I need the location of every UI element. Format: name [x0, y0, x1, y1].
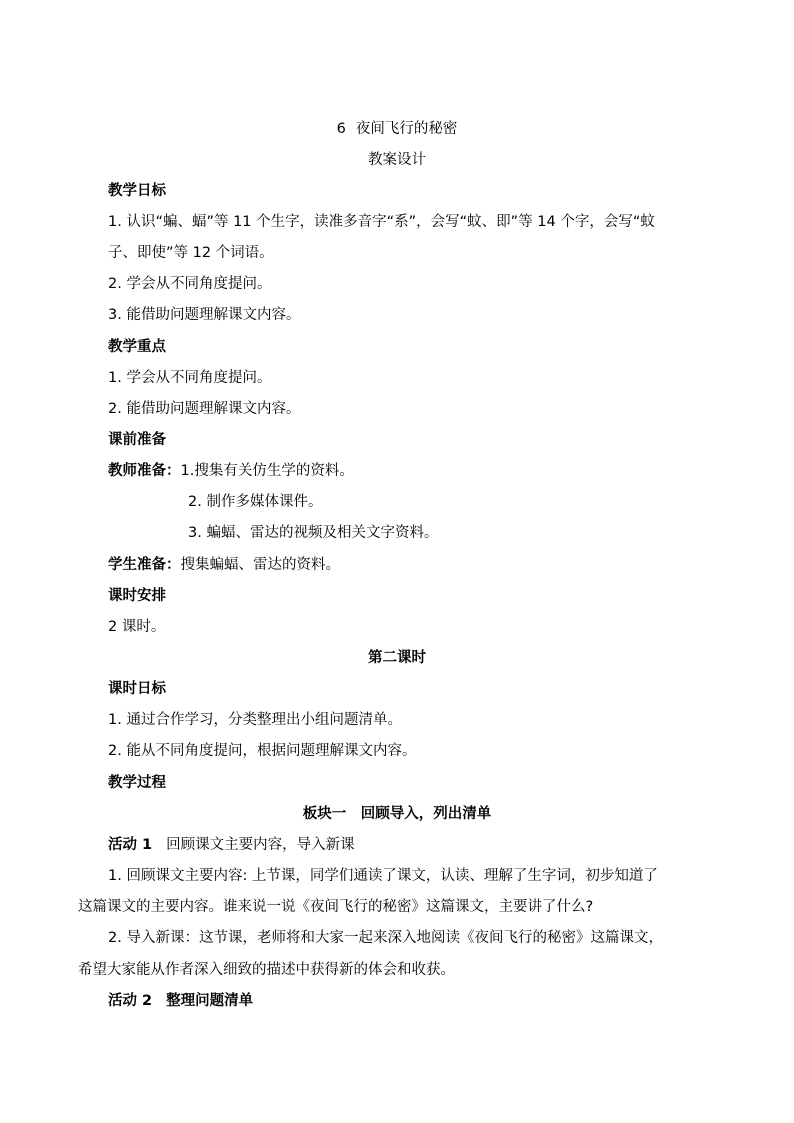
heading-preparation: 课前准备 [108, 432, 166, 448]
activity-one-line: 希望大家能从作者深入细致的描述中获得新的体会和收获。 [78, 962, 455, 978]
lesson-title-text: 夜间飞行的秘密 [355, 121, 458, 137]
activity-two-title: 整理问题清单 [166, 993, 254, 1009]
teacher-prep-label: 教师准备： [108, 463, 181, 479]
student-prep-text: 搜集蝙蝠、雷达的资料。 [180, 557, 340, 573]
lesson-title [0, 119, 794, 139]
student-prep [108, 555, 340, 575]
heading-block-one: 板块一 回顾导入，列出清单 [302, 806, 492, 822]
activity-one-heading [108, 835, 355, 855]
heading-lesson-goals: 课时日标 [108, 681, 166, 697]
teacher-prep-item: 3. 蝙蝠、雷达的视频及相关文字资料。 [188, 525, 439, 541]
activity-one-line: 1. 回顾课文主要内容: 上节课，同学们通读了课文，认读、理解了生字词，初步知道了 [108, 868, 658, 884]
focus-line: 1. 学会从不同角度提问。 [108, 370, 272, 386]
goal-line: 2. 学会从不同角度提问。 [108, 276, 272, 292]
goal-line: 1. 认识“蝙、蝠”等 11 个生字，读准多音字“系”，会写“蚊、即”等 14 个字，会写“蚊 [108, 214, 655, 230]
schedule-text: 2 课时。 [108, 619, 166, 635]
activity-one-line: 2. 导入新课：这节课，老师将和大家一起来深入地阅读《夜间飞行的秘密》这篇课文， [108, 930, 663, 946]
heading-process: 教学过程 [108, 775, 166, 791]
activity-one-title: 回顾课文主要内容，导入新课 [166, 837, 355, 853]
goal-line: 子、即使”等 12 个词语。 [108, 245, 274, 261]
focus-line: 2. 能借助问题理解课文内容。 [108, 401, 301, 417]
lesson-number: 6 [336, 121, 346, 137]
teacher-prep [108, 461, 354, 481]
activity-one-label: 活动 1 [108, 837, 153, 853]
heading-teaching-focus: 教学重点 [108, 339, 166, 355]
activity-two-label: 活动 2 [108, 993, 153, 1009]
teacher-prep-item: 1.搜集有关仿生学的资料。 [180, 463, 354, 479]
teacher-prep-item: 2. 制作多媒体课件。 [188, 494, 323, 510]
goal-line: 3. 能借助问题理解课文内容。 [108, 307, 301, 323]
student-prep-label: 学生准备： [108, 557, 181, 573]
lesson-goal-line: 1. 通过合作学习，分类整理出小组问题清单。 [108, 712, 402, 728]
lesson-goal-line: 2. 能从不同角度提问，根据问题理解课文内容。 [108, 743, 417, 759]
heading-schedule: 课时安排 [108, 588, 166, 604]
heading-teaching-goals: 教学日标 [108, 183, 166, 199]
heading-lesson-two: 第二课时 [368, 650, 426, 666]
activity-one-line: 这篇课文的主要内容。谁来说一说《夜间飞行的秘密》这篇课文，主要讲了什么? [78, 899, 594, 915]
activity-two-heading [108, 991, 253, 1011]
doc-subtitle: 教案设计 [368, 152, 426, 168]
